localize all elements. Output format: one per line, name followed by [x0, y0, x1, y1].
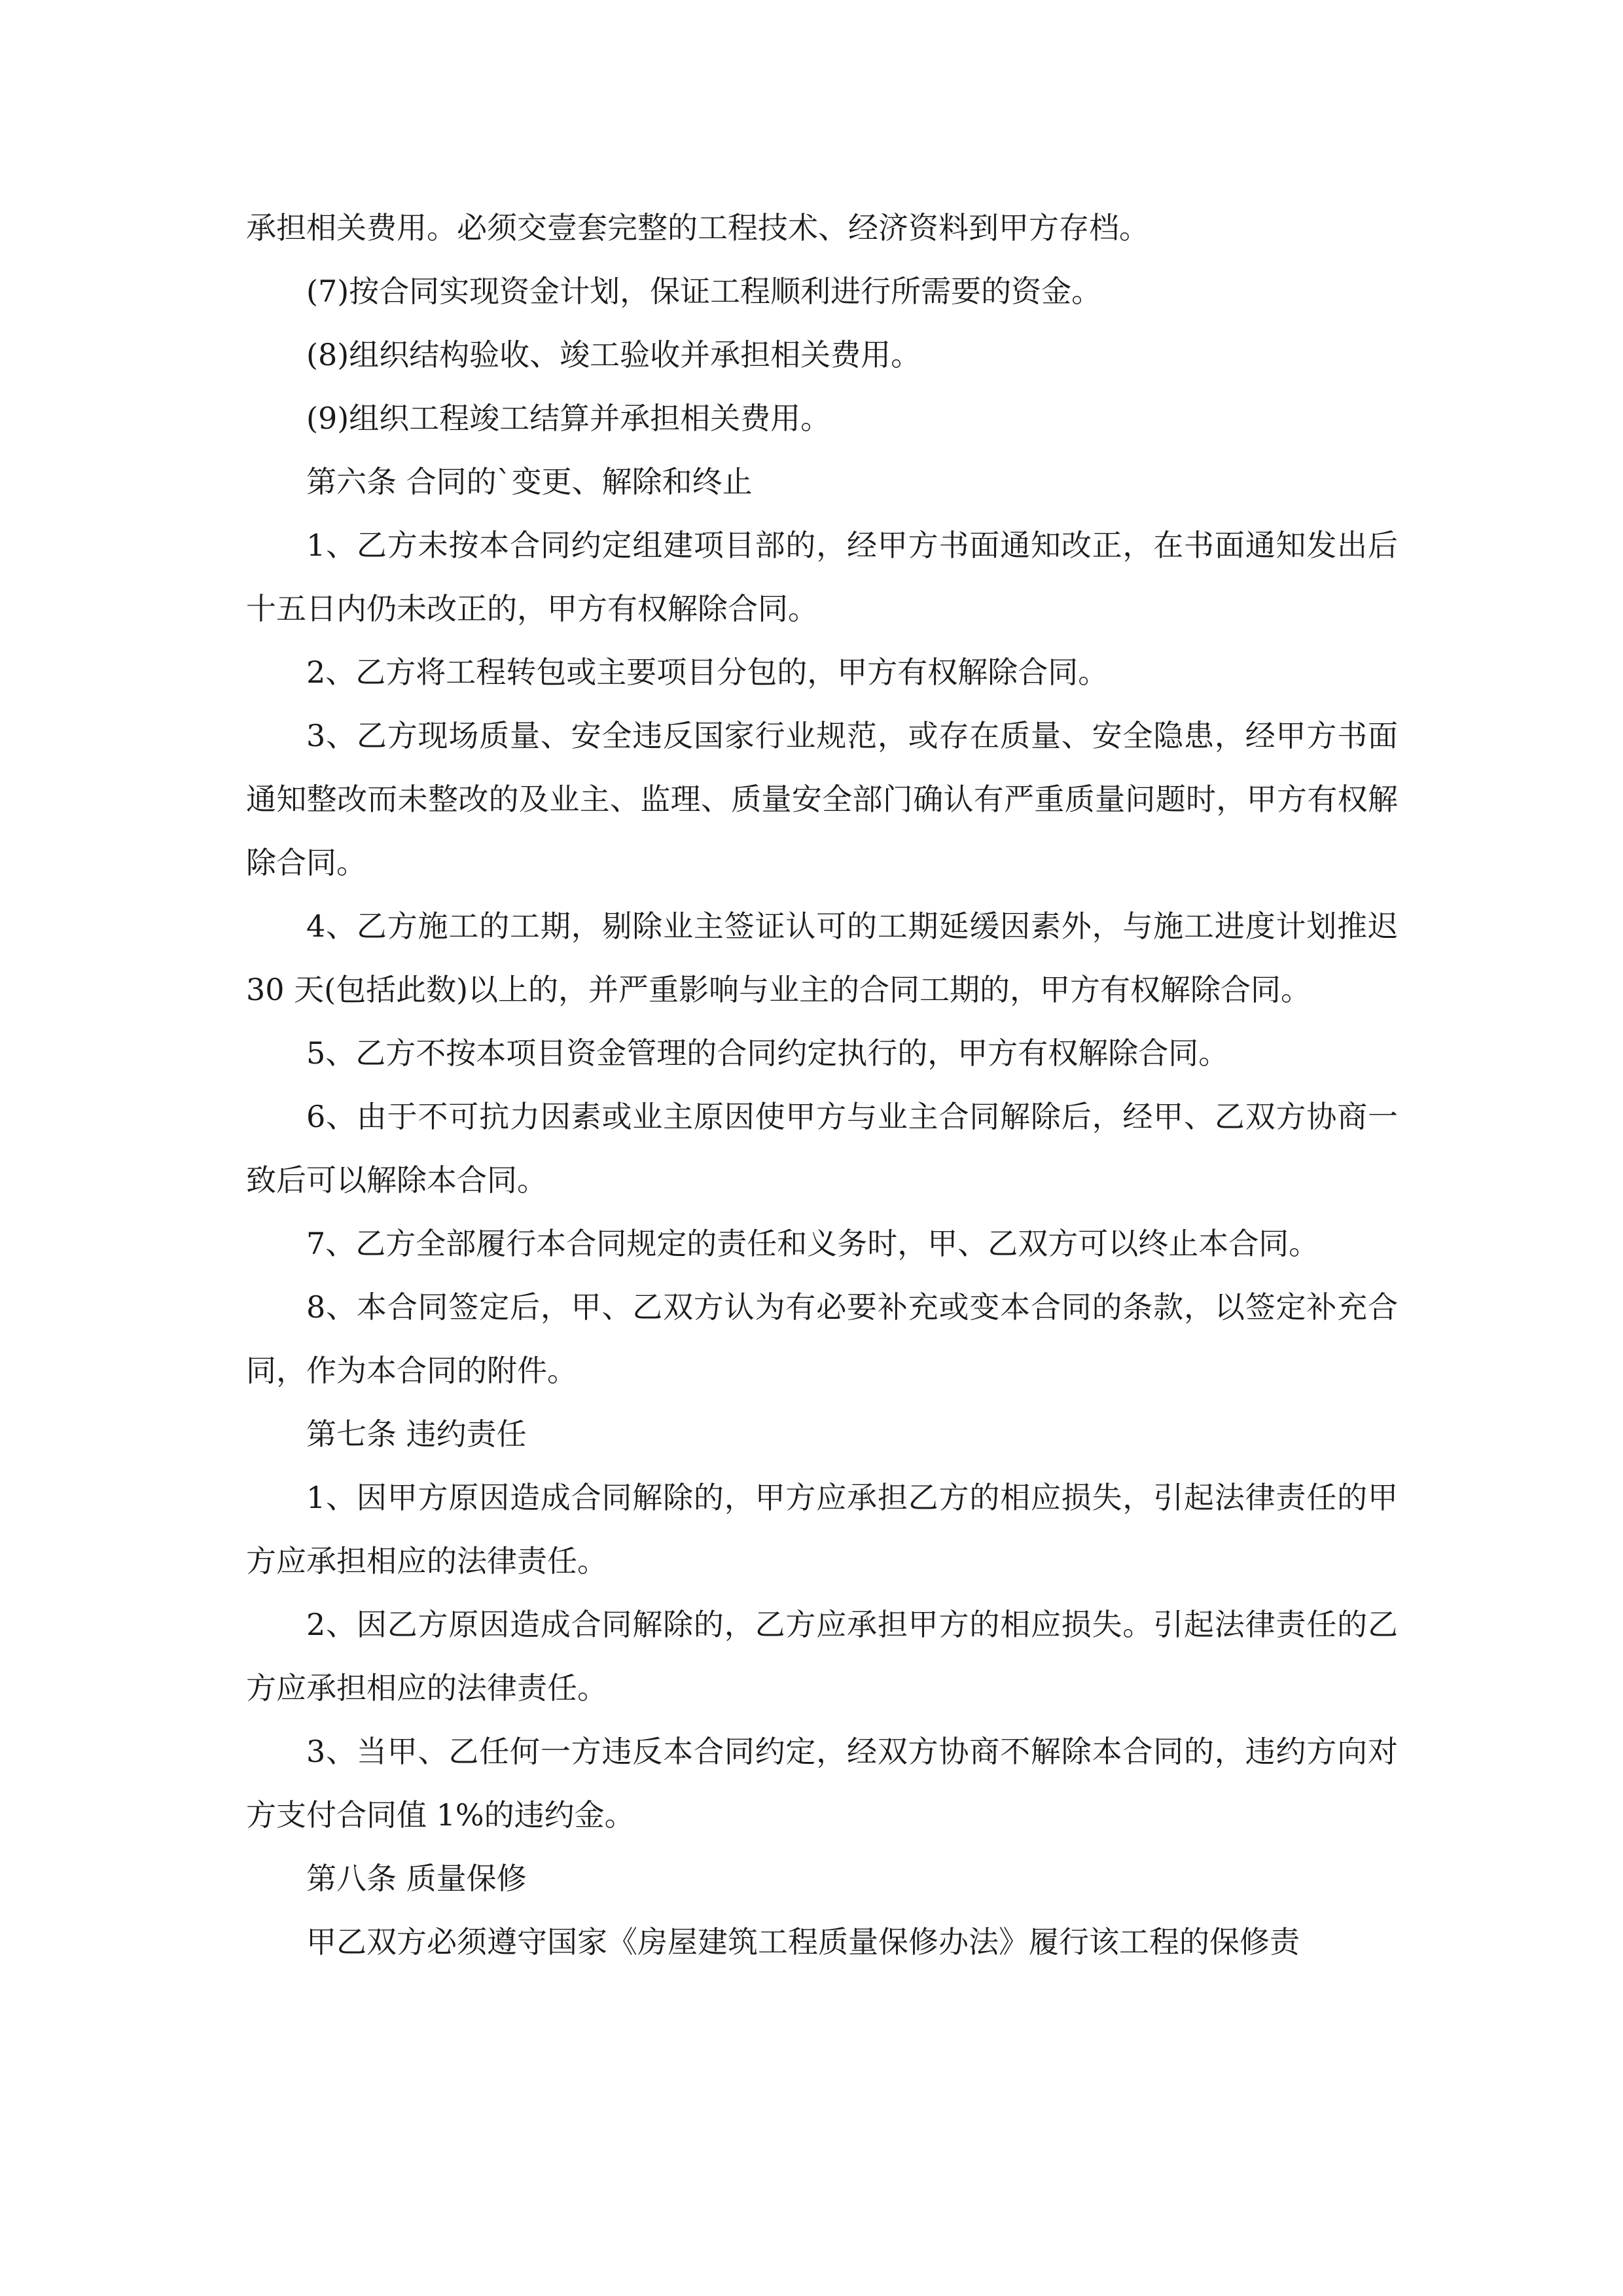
paragraph: 7、乙方全部履行本合同规定的责任和义务时，甲、乙双方可以终止本合同。 — [306, 1226, 1319, 1261]
paragraph: 2、因乙方原因造成合同解除的，乙方应承担甲方的相应损失。引起法律责任的乙方应承担相应的法律责任。 — [246, 1607, 1398, 1706]
paragraph: 5、乙方不按本项目资金管理的合同约定执行的，甲方有权解除合同。 — [306, 1035, 1229, 1071]
section-heading: 第六条 合同的`变更、解除和终止 — [306, 464, 753, 499]
paragraph: (8)组织结构验收、竣工验收并承担相关费用。 — [306, 337, 921, 372]
paragraph: 1、因甲方原因造成合同解除的，甲方应承担乙方的相应损失，引起法律责任的甲方应承担相应的法律责任。 — [246, 1480, 1398, 1579]
paragraph: 1、乙方未按本合同约定组建项目部的，经甲方书面通知改正，在书面通知发出后十五日内仍未改正的，甲方有权解除合同。 — [246, 528, 1398, 626]
paragraph: 3、乙方现场质量、安全违反国家行业规范，或存在质量、安全隐患，经甲方书面通知整改而未整改的及业主、监理、质量安全部门确认有严重质量问题时，甲方有权解除合同。 — [246, 718, 1398, 880]
paragraph: 4、乙方施工的工期，剔除业主签证认可的工期延缓因素外，与施工进度计划推迟 30 天(包括此数)以上的，并严重影响与业主的合同工期的，甲方有权解除合同。 — [246, 908, 1398, 1007]
document-body — [246, 196, 1398, 1974]
paragraph: 3、当甲、乙任何一方违反本合同约定，经双方协商不解除本合同的，违约方向对方支付合同值 1%的违约金。 — [246, 1734, 1398, 1833]
paragraph: 承担相关费用。必须交壹套完整的工程技术、经济资料到甲方存档。 — [246, 210, 1149, 245]
section-heading: 第七条 违约责任 — [306, 1416, 527, 1452]
paragraph: 8、本合同签定后，甲、乙双方认为有必要补充或变本合同的条款，以签定补充合同，作为本合同的附件。 — [246, 1289, 1398, 1388]
paragraph: (7)按合同实现资金计划，保证工程顺利进行所需要的资金。 — [306, 274, 1102, 309]
paragraph: 甲乙双方必须遵守国家《房屋建筑工程质量保修办法》履行该工程的保修责 — [306, 1924, 1300, 1960]
section-heading: 第八条 质量保修 — [306, 1861, 527, 1896]
paragraph: 6、由于不可抗力因素或业主原因使甲方与业主合同解除后，经甲、乙双方协商一致后可以解除本合同。 — [246, 1099, 1398, 1198]
paragraph: (9)组织工程竣工结算并承担相关费用。 — [306, 401, 831, 436]
paragraph: 2、乙方将工程转包或主要项目分包的，甲方有权解除合同。 — [306, 655, 1109, 690]
